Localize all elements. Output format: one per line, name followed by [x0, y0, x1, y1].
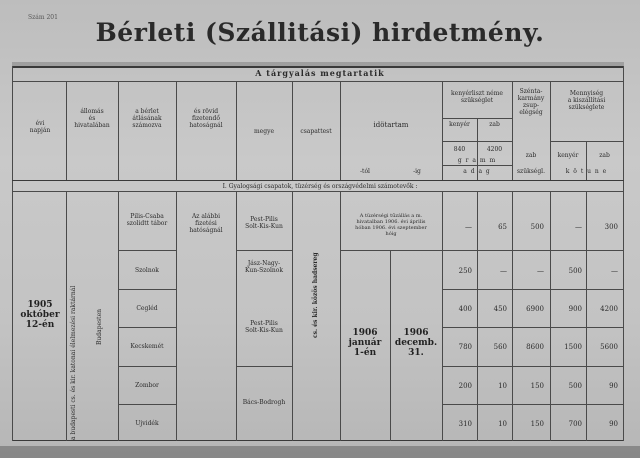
r4-v5: 5600: [600, 343, 618, 351]
period-from: 1906 január 1-én: [348, 328, 382, 358]
hdr-gramm: g r a m m: [457, 157, 497, 164]
r2-v1: 250: [458, 267, 472, 275]
note-cell: A tüzérségi tűzállás a m. hivatalban 1906. évi április hóban 1906. évi szeptember hóig: [355, 213, 427, 237]
hdr-rovid: és rövid fizetendő hatoságnál: [189, 108, 223, 129]
r2-v2: —: [500, 267, 507, 275]
hdr-szeno: Szénta- karmány zsup- elégség: [517, 88, 545, 116]
megye-6: Bács-Bodrogh: [242, 399, 286, 406]
station-6: Ujvidék: [135, 420, 159, 427]
kenyer-unit-1: 840: [453, 146, 466, 153]
r3-v3: 6900: [526, 305, 544, 313]
hdr-ev: évi napján: [29, 120, 51, 134]
row-sep-3a: [118, 327, 176, 328]
troop-vertical: cs. és kir. közös hadsereg: [312, 252, 319, 338]
hdr-csapattest: csapattest: [300, 128, 332, 135]
rovid-1: Az alábbi fizetési hatóságnál: [189, 213, 223, 234]
r4-v4: 1500: [564, 343, 582, 351]
date-cell: 1905 október 12-én: [20, 300, 60, 330]
row-sep-5a: [118, 404, 176, 405]
r2-v5: —: [611, 267, 618, 275]
r4-v1: 780: [458, 343, 472, 351]
hdr-szeno-zab: zab: [525, 152, 537, 159]
r3-v2: 450: [493, 305, 507, 313]
hdr-idotartam: idötartam: [373, 121, 409, 129]
page-marker: Szám 201: [28, 14, 58, 21]
row-sep-1c: [340, 250, 442, 251]
megye-1: Pest-Pilis Solt-Kis-Kun: [245, 216, 283, 230]
bottom-shade: [0, 446, 640, 458]
megye-2: Jász-Nagy- Kun-Szolnok: [244, 260, 284, 274]
hdr-kenyer-col2: zab: [489, 121, 500, 128]
hdr-leszallitas: a bérlet átlásának számozva: [132, 108, 162, 129]
r1-v2: 65: [498, 223, 507, 231]
row-sep-2b: [442, 289, 624, 290]
hdr-div-1: [66, 81, 67, 181]
row-sep-1a: [118, 250, 176, 251]
r5-v2: 10: [498, 382, 507, 390]
r1-v5: 300: [604, 223, 618, 231]
section-note: I. Gyalogsági csapatok, tüzérség és országvédelmi számotevők :: [222, 183, 418, 190]
office-vertical: a budapesti cs. és kir. katonai élelmezési raktárnál: [70, 285, 77, 440]
row-sep-1b: [236, 250, 292, 251]
hdr-kenyer-col1: kenyér: [449, 121, 470, 128]
hdr-allomas: állomás és hivatalában: [74, 108, 110, 129]
station-1: Pilis-Csaba szolidtt tábor: [126, 213, 168, 227]
hdr-div-2: [118, 81, 119, 181]
r5-v3: 150: [530, 382, 544, 390]
station-4: Kecskemét: [130, 343, 164, 350]
hdr-div-6: [340, 81, 341, 181]
table-left-border: [12, 66, 13, 441]
page-title: Bérleti (Szállitási) hirdetmény.: [95, 18, 545, 47]
r5-v5: 90: [609, 382, 618, 390]
r4-v2: 560: [493, 343, 507, 351]
band-rule: [12, 81, 624, 82]
row-sep-4a: [118, 366, 176, 367]
r3-v5: 4200: [600, 305, 618, 313]
menny-inner-div: [586, 141, 587, 181]
hdr-megye: megye: [253, 128, 275, 135]
kenyer-unit-rule: [442, 141, 512, 142]
row-sep-4c: [442, 366, 624, 367]
r6-v1: 310: [458, 420, 472, 428]
r6-v4: 700: [568, 420, 582, 428]
r6-v2: 10: [498, 420, 507, 428]
r4-v3: 8600: [526, 343, 544, 351]
r3-v4: 900: [568, 305, 582, 313]
hdr-kotune: k ö t u n e: [565, 168, 608, 175]
r1-v3: 500: [530, 223, 544, 231]
band-header: A tárgyalás megtartatik: [255, 68, 385, 78]
station-5: Zombor: [135, 382, 159, 389]
hdr-menny: Mennyiség a kiszállítási szükséglete: [567, 90, 606, 111]
city-vertical: Budapesten: [96, 309, 103, 345]
r5-v1: 200: [458, 382, 472, 390]
row-sep-3b: [442, 327, 624, 328]
r1-v1: —: [465, 223, 472, 231]
section-rule: [12, 191, 624, 192]
hdr-div-3: [176, 81, 177, 181]
table-bottom-rule: [12, 440, 624, 441]
hdr-idotartam-tol: -tól: [360, 168, 370, 175]
r2-v4: 500: [568, 267, 582, 275]
body-div-6: [340, 191, 341, 441]
body-div-5: [292, 191, 293, 441]
body-div-1: [66, 191, 67, 441]
r6-v3: 150: [530, 420, 544, 428]
header-bottom-rule: [12, 180, 624, 181]
row-sep-4b: [236, 366, 292, 367]
hdr-kenyer: kenyérliszt néme szükséglet: [451, 90, 503, 104]
r5-v4: 500: [568, 382, 582, 390]
r3-v1: 400: [458, 305, 472, 313]
gramm-rule: [442, 165, 512, 166]
period-to: 1906 decemb. 31.: [394, 328, 438, 358]
row-sep-2a: [118, 289, 176, 290]
station-2: Szolnok: [135, 267, 159, 274]
r1-v4: —: [575, 223, 582, 231]
hdr-menny-kenyer: kenyér: [557, 152, 579, 159]
kenyer-unit-2: 4200: [486, 146, 503, 153]
table-right-border: [623, 66, 624, 441]
hdr-idotartam-ig: -ig: [413, 168, 421, 175]
row-sep-5b: [442, 404, 624, 405]
hdr-szeno-szuks: szükségl.: [516, 168, 546, 175]
station-3: Cegléd: [136, 305, 158, 312]
r6-v5: 90: [609, 420, 618, 428]
r2-v3: —: [537, 267, 544, 275]
hdr-menny-zab: zab: [599, 152, 610, 159]
megye-4: Pest-Pilis Solt-Kis-Kun: [245, 320, 283, 334]
row-sep-1d: [442, 250, 624, 251]
hdr-adag: a d a g: [463, 168, 491, 175]
